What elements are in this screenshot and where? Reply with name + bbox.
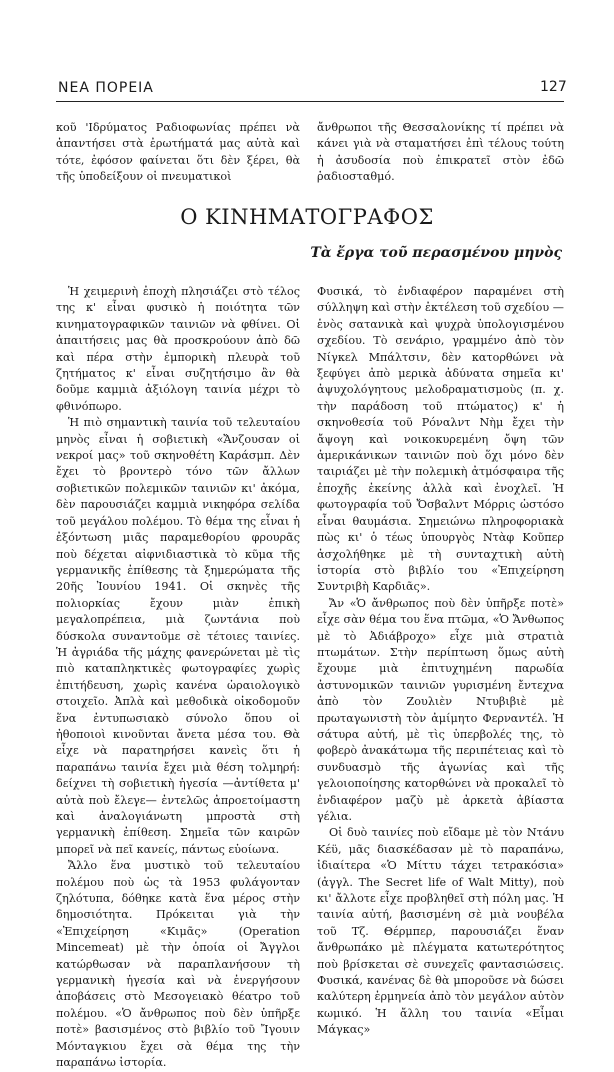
section-title: Ο ΚΙΝΗΜΑΤΟΓΡΑΦΟΣ: [180, 205, 434, 229]
article-left-column: [56, 284, 300, 1072]
running-header-title: ΝΕΑ ΠΟΡΕΙΑ: [58, 80, 154, 96]
article-paragraph: Ἄν «Ὁ ἄνθρωπος ποὺ δὲν ὑπῆρξε ποτὲ» εἶχε σὰν θέμα του ἕνα πτῶμα, «Ὁ Ἄνθωπος μὲ τὸ Ἀδιάβροχο» εἶχε μιὰ στρατιὰ πτωμάτων. Στὴν περίπτωση ὅμως αὐτὴ ἔχουμε μιὰ ἐπιτυχημένη παρωδία ἀστυνομικῶν ταινιῶν γυρισμένη ἔντεχνα ἀπὸ τὸν Ζουλιὲν Ντυβιβιὲ μὲ πρωταγωνιστὴ τὸν ἀμίμητο Φερναντέλ. Ἡ σάτυρα αὐτή, μὲ τὶς ὑπερβολές της, τὸ φοβερὸ ἀνακάτωμα τῆς περιπέτειας καὶ τὸ συνδυασμὸ τῆς ἀγωνίας καὶ τῆς γελοιοποίησης κατορθώνει νὰ προκαλεῖ τὸ ἐνδιαφέρον μαζὺ μὲ ἀρκετὰ ἀβίαστα γέλια.: [317, 596, 564, 823]
article-right-column: [317, 284, 564, 1039]
article-paragraph: Φυσικά, τὸ ἐνδιαφέρον παραμένει στὴ σύλληψη καὶ στὴν ἐκτέλεση τοῦ σχεδίου —ἑνὸς σατανικὰ καὶ ψυχρὰ ὑπολογισμένου σχεδίου. Τὸ σενάριο, γραμμένο ἀπὸ τὸν Νίγκελ Μπάλτσιν, δὲν κατορθώνει νὰ ξεφύγει ἀπὸ μερικὰ ἀδύνατα σημεῖα κι' ἀψυχολόγητους μελοδραματισμοὺς (π. χ. τὴν παράδοση τοῦ πτώματος) κ' ἡ σκηνοθεσία τοῦ Ρόναλντ Νὴμ ἔχει τὴν ἄψογη καὶ νοικοκυρεμένη ὄψη τῶν ἀμερικάνικων ταινιῶν ποὺ ὅχι μόνο δὲν ταιριάζει μὲ τὴν πολεμικὴ ἀτμόσφαιρα τῆς ἐποχῆς ἐκείνης ἀλλὰ καὶ ἐνοχλεῖ. Ἡ φωτογραφία τοῦ Ὄσβαλντ Μόρρις ὡστόσο εἶναι θαυμάσια. Σημειώνω πληροφοριακὰ πὼς κι' ὁ τέως ὑπουργὸς Ντὰφ Κοῦπερ ἀσχολήθηκε μὲ τὴ συνταχτικὴ αὐτὴ ἱστορία στὸ βιβλίο του «Ἐπιχείρηση Συντριβὴ Καρδιᾶς».: [317, 285, 564, 594]
article-paragraph: Οἱ δυὸ ταινίες ποὺ εἴδαμε μὲ τὸν Ντάνυ Κέϋ, μᾶς διασκέδασαν μὲ τὸ παραπάνω, ἰδιαίτερα «Ὁ Μίττυ τάχει τετρακόσια» (ἀγγλ. The Secret life of Walt Mitty), ποὺ κι' ἄλλοτε εἶχε προβληθεῖ στὴ πόλη μας. Ἡ ταινία αὐτή, βασισμένη σὲ μιὰ νουβέλα τοῦ Τζ. Θέρμπερ, παρουσιάζει ἕναν ἄνθρωπάκο μὲ πλέγματα κατωτερότητος ποὺ βρίσκεται σὲ συνεχεῖς φαντασιώσεις. Φυσικά, κανένας δὲ θὰ μποροῦσε νὰ δώσει καλύτερη ἑρμηνεία ἀπὸ τὸν μεγάλον αὐτὸν κωμικό. Ἡ ἄλλη του ταινία «Εἶμαι Μάγκας»: [317, 826, 564, 1037]
header-rule: [56, 101, 564, 102]
top-right-paragraph: ἄνθρωποι τῆς Θεσσαλονίκης τί πρέπει νὰ κάνει γιὰ νὰ σταματήσει ἐπὶ τέλους τούτη ἡ ἀσυδοσία ποὺ ἐπικρατεῖ στὸν ἐδῶ ῥαδιοσταθμό.: [317, 121, 564, 184]
article-paragraph: Ἄλλο ἕνα μυστικὸ τοῦ τελευταίου πολέμου ποὺ ὡς τὰ 1953 φυλάγονταν ζηλότυπα, δόθηκε κατὰ ἕνα μέρος στὴν δημοσιότητα. Πρόκειται γιὰ τὴν «Ἐπιχείρηση «Κιμᾶς» (Operation Mincemeat) μὲ τὴν ὁποία οἱ Ἄγγλοι κατώρθωσαν νὰ παραπλανήσουν τὴ γερμανικὴ ἡγεσία καὶ νὰ ἐνεργήσουν ἀποβάσεις στὸ Μεσογειακὸ θέατρο τοῦ πολέμου. «Ὁ ἄνθρωπος ποὺ δὲν ὑπῆρξε ποτὲ» βασισμένος στὸ βιβλίο τοῦ Ἴγουιν Μόνταγκιου ἔχει σὰ θέμα της τὴν παραπάνω ἱστορία.: [56, 859, 300, 1070]
article-paragraph: Ἡ πιὸ σημαντικὴ ταινία τοῦ τελευταίου μηνὸς εἶναι ἡ σοβιετικὴ «Ἄνζουσαν οἱ νεκροί μας» τοῦ σκηνοθέτη Καράσμπ. Δὲν ἔχει τὸ βροντερὸ τόνο τῶν ἄλλων σοβιετικῶν πολεμικῶν ταινιῶν κι' ἀκόμα, δὲν παρουσιάζει καμμιὰ νικηφόρα σελίδα τοῦ μεγάλου πολέμου. Τὸ θέμα της εἶναι ἡ ἐξόντωση μιᾶς παραμεθορίου φρουρᾶς ποὺ δέχεται αἰφνιδιαστικὰ τὸ κῦμα τῆς γερμανικῆς ἐπίθεσης τὰ ξημερώματα τῆς 20ῆς Ἰουνίου 1941. Οἱ σκηνὲς τῆς πολιορκίας ἔχουν μιὰν ἐπικὴ μεγαλοπρέπεια, μιὰ ζωντάνια ποὺ δύσκολα συναντοῦμε σὲ τέτοιες ταινίες. Ἡ ἀγριάδα τῆς μάχης φανερώνεται μὲ τὶς πιὸ καταπληκτικὲς φωτογραφίες χωρὶς ἐπιτήδευση, χωρὶς κανένα ὡραιολογικὸ στοιχεῖο. Ἀπλὰ καὶ μεθοδικὰ οἰκοδομοῦν ἕνα ἐντυπωσιακὸ σύνολο ὅπου οἱ ἠθοποιοὶ κινοῦνται ἄνετα μέσα του. Θὰ εἶχε νὰ παρατηρήσει κανεὶς ὅτι ἡ παραπάνω ταινία ἔχει μιὰ θέση τολμηρή: δείχνει τὴ σοβιετικὴ ἡγεσία —ἀντίθετα μ' αὐτὰ ποὺ ἔλεγε— ἐντελῶς ἀπροετοίμαστη καὶ ἀναλογιάνωτη μπροστὰ στὴ γερμανικὴ ἐπίθεση. Σημεῖα τῶν καιρῶν μπορεῖ νὰ πεῖ κανείς, πάντως εὐοίωνα.: [56, 416, 300, 856]
top-right-column: [317, 120, 564, 186]
section-subtitle: Τὰ ἔργα τοῦ περασμένου μηνὸς: [310, 245, 562, 261]
top-left-paragraph: κοῦ 'Ιδρύματος Ραδιοφωνίας πρέπει νὰ ἀπαντήσει στὰ ἐρωτήματά μας αὐτὰ καὶ τότε, ἐφόσον φαίνεται ὅτι δὲν ξέρει, θὰ τῆς ὑποδείξουν οἱ πνευματικοὶ: [56, 121, 300, 184]
article-paragraph: Ἡ χειμερινὴ ἐποχὴ πλησιάζει στὸ τέλος της κ' εἶναι φυσικὸ ἡ ποιότητα τῶν κινηματογραφικῶν ταινιῶν νὰ φθίνει. Οἱ ἀπαιτήσεις μας θὰ προσκρούουν ἀπὸ δῶ καὶ πέρα στὴν ἐμπορικὴ πλευρὰ τοῦ ζητήματος κ' εἶναι συζητήσιμο ἂν θὰ δοῦμε καμμιὰ ἀξιόλογη ταινία μέχρι τὸ φθινόπωρο.: [56, 285, 300, 413]
page-number: 127: [540, 79, 567, 95]
top-left-column: [56, 120, 300, 186]
